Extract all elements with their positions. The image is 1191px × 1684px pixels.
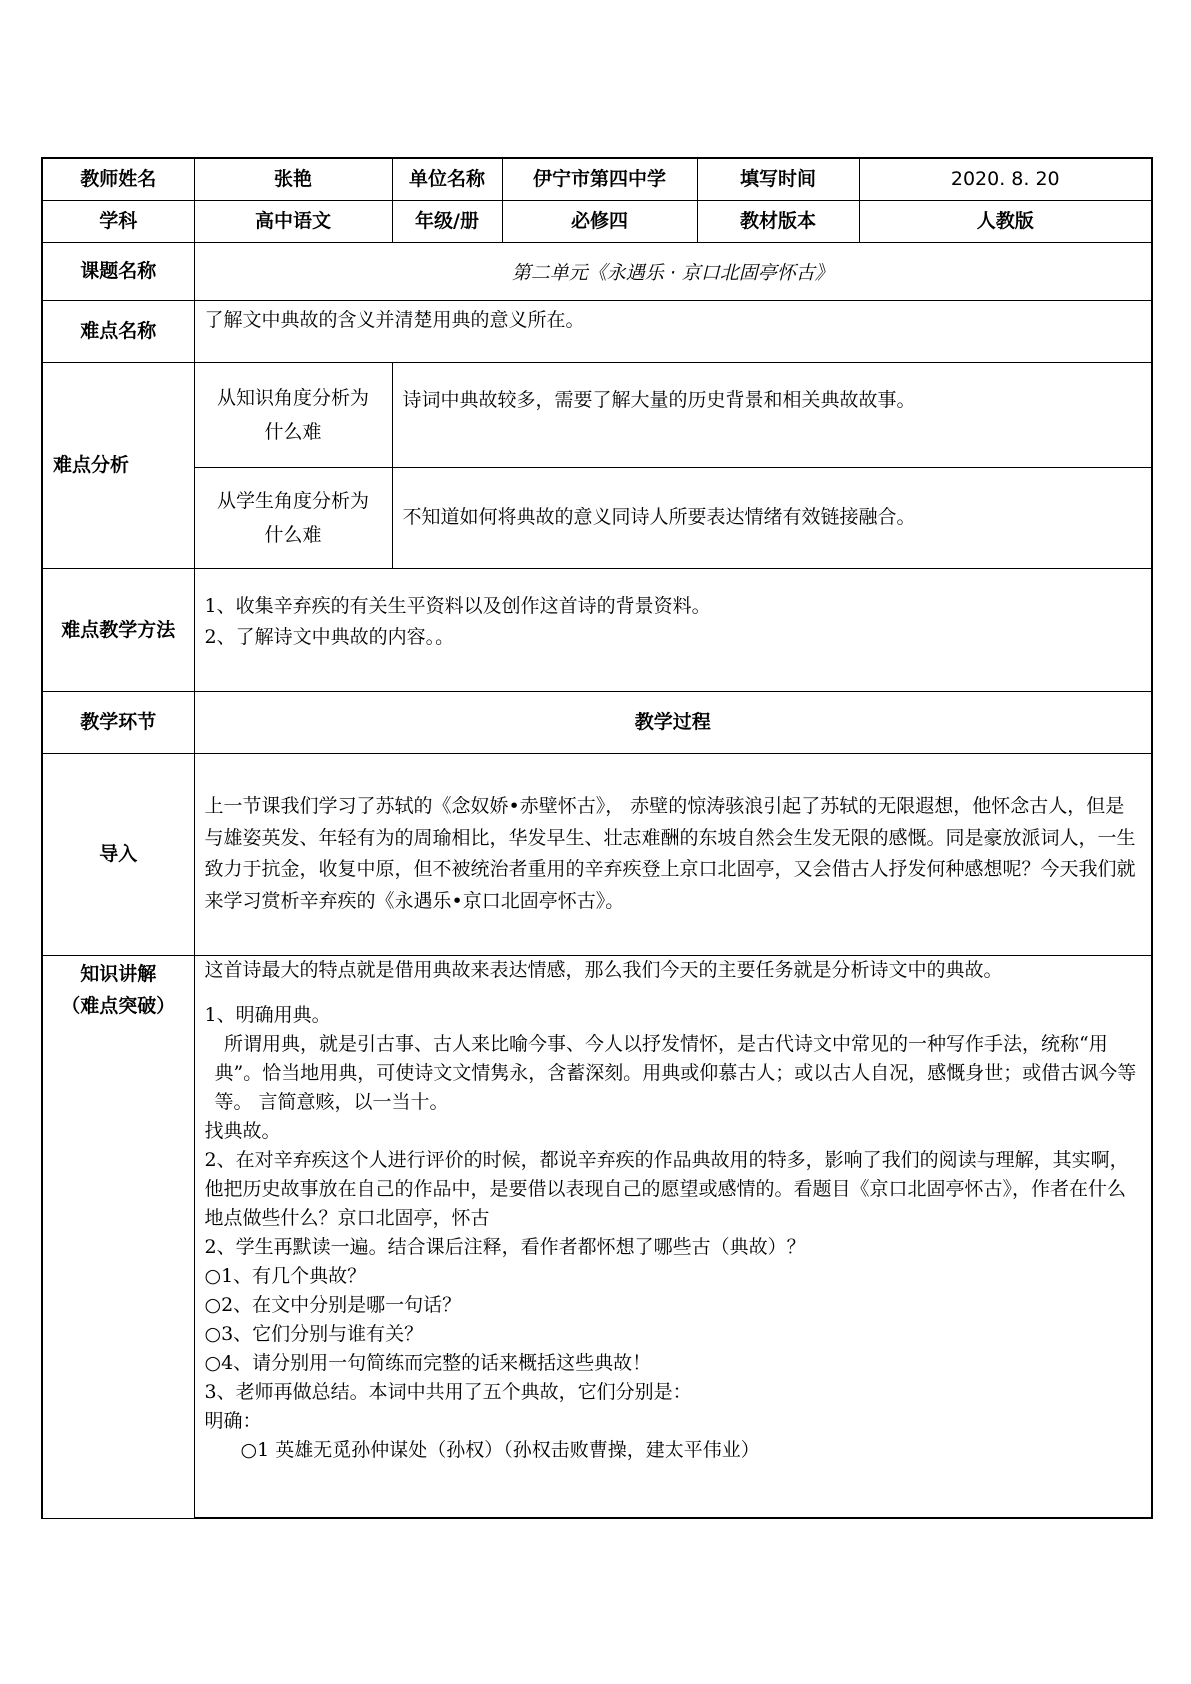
edition-label: 教材版本 <box>697 200 859 242</box>
process-label: 教学过程 <box>194 691 1152 753</box>
intro-row <box>42 753 1152 955</box>
intro-cell <box>194 753 1152 955</box>
analysis-row-student <box>42 467 1152 568</box>
lecture-label-cell <box>42 955 194 1518</box>
method-row <box>42 568 1152 691</box>
lecture-paragraph-6: 2、学生再默读一遍。结合课后注释，看作者都怀想了哪些古（典故）？ <box>204 1235 806 1258</box>
student-angle-label-line1: 从学生角度分析为 <box>216 489 369 512</box>
difficulty-cell <box>194 300 1152 362</box>
lecture-content <box>195 956 1152 1465</box>
lesson-plan-sheet <box>41 157 1151 1519</box>
process-stage-label: 教学环节 <box>42 691 194 753</box>
edition-value: 人教版 <box>859 200 1152 242</box>
topic-row <box>42 242 1152 300</box>
teacher-name: 张艳 <box>194 158 392 200</box>
process-header-row <box>42 691 1152 753</box>
topic-value: 第二单元《永遇乐 · 京口北固亭怀古》 <box>194 242 1152 300</box>
subject-value: 高中语文 <box>194 200 392 242</box>
lecture-paragraph-7: 3、老师再做总结。本词中共用了五个典故，它们分别是： <box>204 1380 692 1403</box>
lecture-label-line2: （难点突破） <box>61 994 176 1017</box>
knowledge-angle-cell <box>392 362 1152 467</box>
student-angle-text: 不知道如何将典故的意义同诗人所要表达情绪有效链接融合。 <box>402 506 916 528</box>
lecture-paragraph-8: 明确： <box>204 1409 262 1432</box>
subject-label: 学科 <box>42 200 194 242</box>
student-angle-label <box>194 467 392 568</box>
unit-name: 伊宁市第四中学 <box>502 158 697 200</box>
method-line-1: 1、收集辛弃疾的有关生平资料以及创作这首诗的背景资料。 <box>204 594 711 617</box>
lecture-question-4: ○4、请分别用一句简练而完整的话来概括这些典故！ <box>204 1351 652 1374</box>
intro-text: 上一节课我们学习了苏轼的《念奴娇•赤壁怀古》， 赤壁的惊涛骇浪引起了苏轼的无限遐想，他怀念古人，但是与雄姿英发、年轻有为的周瑜相比，华发早生、壮志难酬的东坡自然会生发无限的感慨。同是豪放派词人，一生致力于抗金，收复中原，但不被统治者重用的辛弃疾登上京口北固亭，又会借古人抒发何种感想呢？今天我们就来学习赏析辛弃疾的《永遇乐•京口北固亭怀古》。 <box>204 795 1136 912</box>
topic-label: 课题名称 <box>42 242 194 300</box>
intro-label: 导入 <box>42 753 194 955</box>
student-angle-label-line2: 什么难 <box>264 523 322 546</box>
method-label: 难点教学方法 <box>42 568 194 691</box>
analysis-label: 难点分析 <box>42 362 194 568</box>
lecture-label-line1: 知识讲解 <box>80 962 157 985</box>
knowledge-angle-label-line2: 什么难 <box>264 420 322 443</box>
difficulty-row <box>42 300 1152 362</box>
difficulty-value: 了解文中典故的含义并清楚用典的意义所在。 <box>204 308 585 331</box>
lecture-spacer <box>205 985 1142 1001</box>
analysis-row-knowledge <box>42 362 1152 467</box>
date-label: 填写时间 <box>697 158 859 200</box>
knowledge-angle-label-line1: 从知识角度分析为 <box>216 386 369 409</box>
lecture-question-1: ○1、有几个典故？ <box>204 1264 367 1287</box>
lecture-question-3: ○3、它们分别与谁有关？ <box>204 1322 424 1345</box>
method-cell <box>194 568 1152 691</box>
knowledge-angle-label <box>194 362 392 467</box>
unit-label: 单位名称 <box>392 158 502 200</box>
lecture-paragraph-3: 所谓用典，就是引古事、古人来比喻今事、今人以抒发情怀，是古代诗文中常见的一种写作手法，统称“用典”。恰当地用典，可使诗文文情隽永，含蓄深刻。用典或仰慕古人；或以古人自况，感慨身世；或借古讽今等等。 言简意赅，以一当十。 <box>214 1032 1137 1113</box>
knowledge-angle-text: 诗词中典故较多，需要了解大量的历史背景和相关典故故事。 <box>402 388 916 411</box>
lecture-paragraph-2: 1、明确用典。 <box>204 1003 331 1026</box>
lecture-question-2: ○2、在文中分别是哪一句话？ <box>204 1293 462 1316</box>
method-line-2: 2、了解诗文中典故的内容。。 <box>204 625 455 648</box>
teacher-label: 教师姓名 <box>42 158 194 200</box>
grade-label: 年级/册 <box>392 200 502 242</box>
lesson-plan-table <box>41 157 1153 1519</box>
lecture-row <box>42 955 1152 1518</box>
lecture-paragraph-1: 这首诗最大的特点就是借用典故来表达情感，那么我们今天的主要任务就是分析诗文中的典故。 <box>204 958 1003 981</box>
student-angle-cell <box>392 467 1152 568</box>
lecture-paragraph-9: ○1 英雄无觅孙仲谋处（孙权）（孙权击败曹操，建太平伟业） <box>240 1438 760 1461</box>
lecture-paragraph-4: 找典故。 <box>204 1119 281 1142</box>
grade-value: 必修四 <box>502 200 697 242</box>
header-row-2 <box>42 200 1152 242</box>
difficulty-label: 难点名称 <box>42 300 194 362</box>
lecture-cell <box>194 955 1152 1518</box>
lecture-paragraph-5: 2、在对辛弃疾这个人进行评价的时候，都说辛弃疾的作品典故用的特多，影响了我们的阅读与理解，其实啊，他把历史故事放在自己的作品中，是要借以表现自己的愿望或感情的。看题目《京口北固亭怀古》，作者在什么地点做些什么？京口北固亭，怀古 <box>204 1148 1129 1229</box>
header-row-1 <box>42 158 1152 200</box>
fill-date: 2020. 8. 20 <box>859 158 1152 200</box>
